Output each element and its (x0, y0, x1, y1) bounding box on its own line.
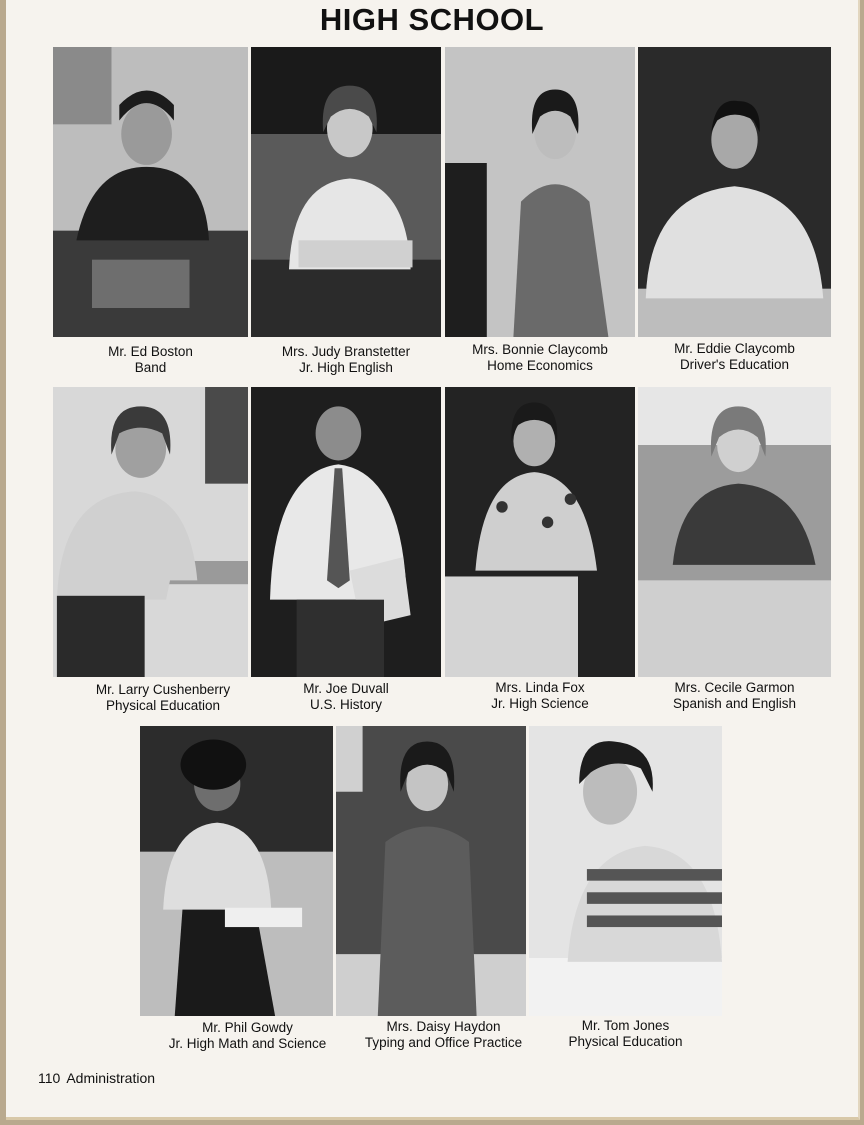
faculty-subject: Jr. High English (299, 360, 393, 375)
faculty-name: Mrs. Daisy Haydon (386, 1019, 501, 1034)
faculty-name: Mr. Phil Gowdy (202, 1020, 293, 1035)
portrait-photo (251, 47, 441, 337)
faculty-caption (529, 1018, 722, 1050)
section-name: Administration (66, 1070, 156, 1086)
portrait-photo (53, 47, 248, 337)
faculty-subject: Physical Education (568, 1034, 683, 1049)
portrait-photo (140, 726, 333, 1016)
portrait-photo (445, 47, 635, 337)
faculty-name: Mr. Joe Duvall (303, 681, 389, 696)
faculty-caption (336, 1019, 551, 1051)
faculty-subject: Band (134, 360, 167, 375)
faculty-caption (638, 341, 831, 373)
faculty-caption (445, 342, 635, 374)
faculty-subject: Jr. High Science (491, 696, 589, 711)
faculty-caption (53, 344, 248, 376)
faculty-name: Mrs. Judy Branstetter (281, 344, 411, 359)
faculty-caption (53, 682, 273, 714)
faculty-name: Mrs. Linda Fox (495, 680, 585, 695)
faculty-subject: U.S. History (309, 697, 382, 712)
faculty-caption (140, 1020, 355, 1052)
faculty-subject: Typing and Office Practice (364, 1035, 523, 1050)
faculty-name: Mr. Larry Cushenberry (95, 682, 231, 697)
portrait-photo (638, 47, 831, 337)
portrait-photo (638, 387, 831, 677)
faculty-name: Mr. Tom Jones (581, 1018, 670, 1033)
faculty-name: Mrs. Cecile Garmon (674, 680, 795, 695)
faculty-subject: Jr. High Math and Science (168, 1036, 327, 1051)
faculty-name: Mrs. Bonnie Claycomb (472, 342, 608, 357)
faculty-subject: Driver's Education (679, 357, 790, 372)
page-title: HIGH SCHOOL (319, 2, 545, 37)
faculty-subject: Spanish and English (672, 696, 797, 711)
portrait-photo (251, 387, 441, 677)
faculty-caption (251, 344, 441, 376)
faculty-caption (638, 680, 831, 712)
portrait-photo (445, 387, 635, 677)
portrait-photo (336, 726, 526, 1016)
page-footer (38, 1070, 161, 1086)
faculty-name: Mr. Ed Boston (108, 344, 193, 359)
portrait-photo (53, 387, 248, 677)
faculty-caption (251, 681, 441, 713)
faculty-caption (445, 680, 635, 712)
page-number: 110 (38, 1070, 61, 1086)
faculty-name: Mr. Eddie Claycomb (674, 341, 795, 356)
faculty-subject: Home Economics (487, 358, 593, 373)
faculty-subject: Physical Education (105, 698, 221, 713)
portrait-photo (529, 726, 722, 1016)
